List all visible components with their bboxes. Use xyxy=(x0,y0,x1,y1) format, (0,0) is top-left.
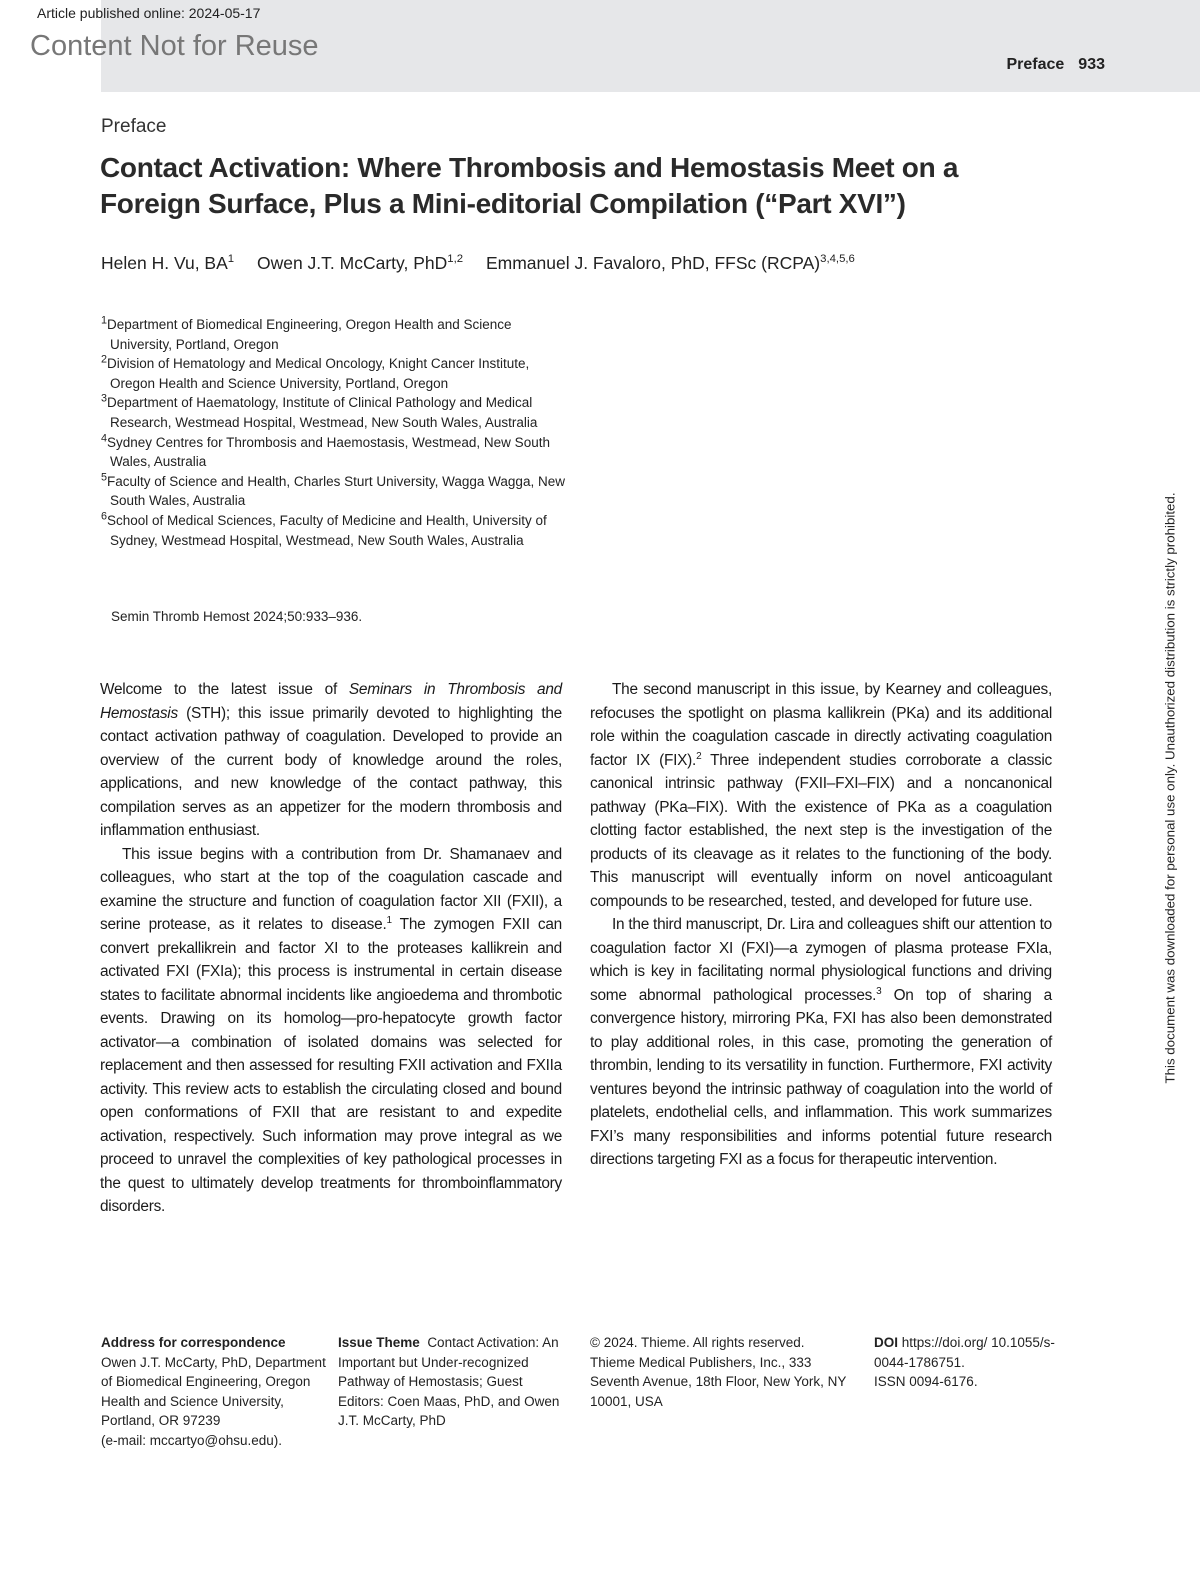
affiliation-number: 3 xyxy=(101,392,108,405)
publisher-address: Thieme Medical Publishers, Inc., 333 Seventh Avenue, 18th Floor, New York, NY 10001, USA xyxy=(590,1354,847,1409)
reference-marker[interactable]: 3 xyxy=(876,985,882,997)
correspondence-address: Owen J.T. McCarty, PhD, Department of Biomedical Engineering, Oregon Health and Science University, Portland, OR 97239 xyxy=(101,1354,326,1429)
affiliations xyxy=(101,315,571,550)
citation: Semin Thromb Hemost 2024;50:933–936. xyxy=(111,609,363,624)
distribution-notice: This document was downloaded for personal use only. Unauthorized distribution is strictly prohibited. xyxy=(1162,492,1178,1084)
correspondence-label: Address for correspondence xyxy=(101,1335,286,1350)
affiliation-text: Department of Haematology, Institute of Clinical Pathology and Medical Research, Westmead Hospital, Westmead, New South Wales, Australia xyxy=(107,395,538,430)
affiliation-number: 2 xyxy=(101,353,108,366)
affiliation-text: School of Medical Sciences, Faculty of Medicine and Health, University of Sydney, Westmead Hospital, Westmead, New South Wales, Australia xyxy=(107,512,547,548)
affiliation-number: 4 xyxy=(101,432,108,445)
doi-block xyxy=(874,1333,1074,1392)
page-number: 933 xyxy=(1078,56,1105,73)
affiliation xyxy=(101,393,571,432)
affiliation-text: Faculty of Science and Health, Charles Sturt University, Wagga Wagga, New South Wales, Australia xyxy=(107,473,565,509)
text-run: On top of sharing a convergence history, mirroring PKa, FXI has also been demonstrated to play additional roles, in this case, promoting the generation of thrombin, lending to its versatility in function. Furthermore, FXI activity ventures beyond the intrinsic pathway of coagulation into the world of platelets, endothelial cells, and inflammation. This work summarizes FXI’s many responsibilities and informs potential future research directions targeting FXI as a focus for therapeutic intervention. xyxy=(590,986,1052,1168)
affiliation xyxy=(101,354,571,393)
body-paragraph xyxy=(100,843,562,1219)
author-list xyxy=(101,253,873,274)
text-run: (STH); this issue primarily devoted to highlighting the contact activation pathway of coagulation. Developed to provide an overview of the current body of knowledge around the roles, applications, and new knowledge of the contact pathway, this compilation serves as an appetizer for the modern thrombosis and inflammation enthusiast. xyxy=(100,704,562,839)
doi-link[interactable]: https://doi.org/ 10.1055/s-0044-1786751. xyxy=(874,1335,1055,1370)
section-kicker: Preface xyxy=(101,116,167,137)
text-run: The second manuscript in this issue, by Kearney and colleagues, refocuses the spotlight on plasma kallikrein (PKa) and its additional role within the coagulation cascade in directly activating coagulation factor IX (FIX). xyxy=(590,681,1052,769)
affiliation-number: 1 xyxy=(101,314,108,327)
body-column-right xyxy=(590,678,1052,1172)
affiliation-text: Department of Biomedical Engineering, Oregon Health and Science University, Portland, Oregon xyxy=(107,317,512,352)
text-run: In the third manuscript, Dr. Lira and colleagues shift our attention to coagulation factor XI (FXI)—a zymogen of plasma protease FXIa, which is key in facilitating normal physiological functions and driving some abnormal pathological processes. xyxy=(590,916,1052,1004)
text-run: This issue begins with a contribution from Dr. Shamanaev and colleagues, who start at the top of the coagulation cascade and examine the structure and function of coagulation factor XII (FXII), a serine protease, as it relates to disease. xyxy=(100,845,562,933)
affiliation xyxy=(101,315,571,354)
copyright-block xyxy=(590,1333,850,1411)
affiliation xyxy=(101,472,571,511)
copyright: © 2024. Thieme. All rights reserved. xyxy=(590,1335,805,1350)
doi-label: DOI xyxy=(874,1335,899,1350)
text-run: The zymogen FXII can convert prekallikrein and factor XI to the proteases kallikrein and activated FXI (FXIa); this process is instrumental in certain disease states to facilitate abnormal incidents like angioedema and thrombotic events. Drawing on its homolog—pro-hepatocyte growth factor activator—a combination of isolated domains was selected for replacement and then assessed for resulting FXII activation and FXIIa activity. This review acts to establish the circulating closed and bound open conformations of FXII that are resistant to and expedite activation, respectively. Such information may prove integral as we proceed to unravel the complexities of key pathological processes in the quest to ultimately develop treatments for thromboinflammatory disorders. xyxy=(100,916,562,1215)
correspondence-email[interactable]: (e-mail: mccartyo@ohsu.edu). xyxy=(101,1432,283,1448)
author-name: Emmanuel J. Favaloro, PhD, FFSc (RCPA) xyxy=(485,253,821,273)
author-name: Helen H. Vu, BA xyxy=(101,253,228,273)
issue-theme-label: Issue Theme xyxy=(338,1335,420,1350)
author-name: Owen J.T. McCarty, PhD xyxy=(256,253,448,273)
text-run: Three independent studies corroborate a classic canonical intrinsic pathway (FXII–FXI–FIX) and a noncanonical pathway (PKa–FIX). With the existence of PKa as a coagulation clotting factor established, the next step is the investigation of the products of its cleavage as it relates to the functioning of the body. This manuscript will eventually inform on novel anticoagulant compounds to be researched, tested, and developed for future use. xyxy=(590,751,1052,910)
author xyxy=(257,253,463,273)
published-date: Article published online: 2024-05-17 xyxy=(37,5,261,21)
affiliation xyxy=(101,433,571,472)
issn: ISSN 0094-6176. xyxy=(874,1374,978,1390)
author xyxy=(486,253,855,273)
running-head xyxy=(992,56,1105,74)
author-affil: 3,4,5,6 xyxy=(820,253,855,266)
body-paragraph xyxy=(590,678,1052,913)
correspondence-block xyxy=(101,1333,329,1451)
affiliation-number: 5 xyxy=(101,471,108,484)
author-affil: 1,2 xyxy=(447,253,464,266)
author xyxy=(101,253,234,273)
issue-theme-block xyxy=(338,1333,570,1431)
affiliation-number: 6 xyxy=(101,510,108,523)
issue-theme: Contact Activation: An Important but Under-recognized Pathway of Hemostasis; Guest Editors: Coen Maas, PhD, and Owen J.T. McCarty, PhD xyxy=(338,1335,560,1429)
reuse-watermark: Content Not for Reuse xyxy=(30,30,319,62)
affiliation-text: Division of Hematology and Medical Oncology, Knight Cancer Institute, Oregon Health and Science University, Portland, Oregon xyxy=(107,356,530,391)
reference-marker[interactable]: 2 xyxy=(696,750,702,762)
affiliation-text: Sydney Centres for Thrombosis and Haemostasis, Westmead, New South Wales, Australia xyxy=(107,434,550,470)
text-run: Welcome to the latest issue of xyxy=(100,681,349,698)
author-affil: 1 xyxy=(227,253,235,266)
body-paragraph xyxy=(590,913,1052,1172)
journal-name: Seminars in Thrombosis and Hemostasis xyxy=(100,681,562,722)
body-column-left xyxy=(100,678,562,1219)
running-head-section: Preface xyxy=(1006,56,1065,73)
body-paragraph xyxy=(100,678,562,843)
affiliation xyxy=(101,511,571,550)
article-title: Contact Activation: Where Thrombosis and Hemostasis Meet on a Foreign Surface, Plus a Mini-editorial Compilation (“Part XVI”) xyxy=(100,152,959,219)
reference-marker[interactable]: 1 xyxy=(386,914,392,926)
